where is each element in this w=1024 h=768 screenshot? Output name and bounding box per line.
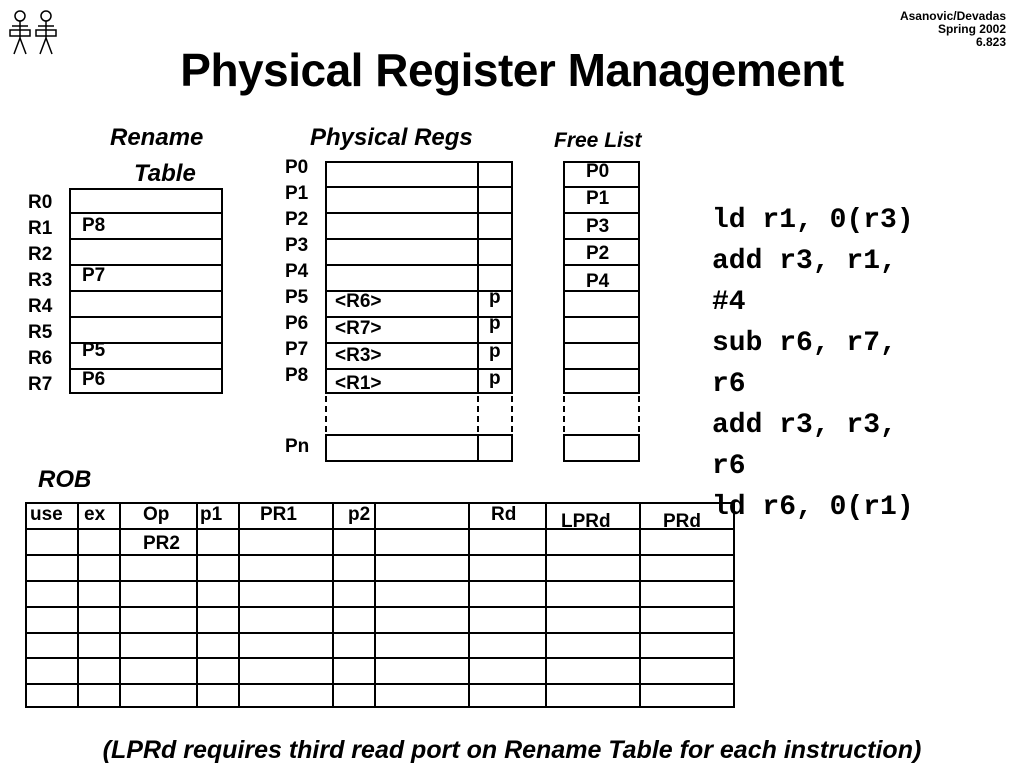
physical-regs-divider	[325, 368, 513, 370]
rename-table-entry: P8	[82, 215, 106, 236]
physical-regs-title: Physical Regs	[310, 124, 473, 151]
rob-row-divider	[25, 657, 735, 659]
physical-regs-ellipsis-line	[325, 396, 327, 432]
phys-reg-label: P2	[285, 209, 309, 230]
physical-regs-divider	[325, 238, 513, 240]
rob-header-prd: PRd	[663, 511, 701, 532]
free-list-divider	[563, 342, 640, 344]
rob-title: ROB	[38, 466, 92, 493]
free-list-entry: P3	[586, 216, 610, 237]
phys-reg-label: P0	[285, 157, 309, 178]
phys-reg-label-last: Pn	[285, 436, 310, 457]
phys-reg-label: P1	[285, 183, 309, 204]
rename-table-divider	[69, 316, 223, 318]
phys-reg-label: P4	[285, 261, 309, 282]
code-line: r6	[712, 369, 746, 400]
rob-header-p1: p1	[200, 504, 223, 525]
phys-reg-present-flag: p	[489, 313, 501, 334]
rob-row-divider	[25, 683, 735, 685]
rename-table-title-line2: Table	[134, 160, 196, 187]
credit-line-term: Spring 2002	[937, 22, 1006, 36]
rename-table-divider	[69, 212, 223, 214]
phys-reg-label: P3	[285, 235, 309, 256]
rob-col-divider	[639, 502, 641, 708]
phys-reg-value: <R3>	[335, 345, 382, 366]
arch-reg-label: R2	[28, 244, 53, 265]
slide-title: Physical Register Management	[180, 44, 844, 96]
arch-reg-label: R3	[28, 270, 53, 291]
phys-reg-label: P7	[285, 339, 309, 360]
phys-reg-value: <R1>	[335, 373, 382, 394]
rob-col-divider	[77, 502, 79, 708]
rob-header-pr2: PR2	[143, 533, 180, 554]
rename-table-entry: P6	[82, 369, 106, 390]
free-list-divider	[563, 316, 640, 318]
rob-header-ex: ex	[84, 504, 106, 525]
rob-col-divider	[238, 502, 240, 708]
code-line: ld r6, 0(r1)	[712, 492, 914, 523]
rob-row-divider	[25, 554, 735, 556]
rob-header-pr1: PR1	[260, 504, 297, 525]
rob-col-divider	[545, 502, 547, 708]
rob-col-divider	[196, 502, 198, 708]
phys-reg-present-flag: p	[489, 287, 501, 308]
physical-regs-column-divider	[477, 434, 479, 462]
credit-line-authors: Asanovic/Devadas	[899, 9, 1006, 23]
physical-regs-divider	[325, 212, 513, 214]
code-line: ld r1, 0(r3)	[712, 205, 914, 236]
physical-regs-ellipsis-line	[477, 396, 479, 432]
code-line: add r3, r1,	[712, 246, 897, 277]
phys-reg-present-flag: p	[489, 368, 501, 389]
rob-frame	[25, 502, 735, 708]
free-list-ellipsis-line	[638, 396, 640, 432]
free-list-entry: P4	[586, 271, 610, 292]
rob-row-divider	[25, 580, 735, 582]
phys-reg-label: P5	[285, 287, 309, 308]
credit-line-course: 6.823	[975, 35, 1006, 49]
free-list-entry: P2	[586, 243, 610, 264]
code-line: #4	[712, 287, 746, 318]
rob-row-divider	[25, 528, 735, 530]
arch-reg-label: R6	[28, 348, 53, 369]
free-list-divider	[563, 212, 640, 214]
free-list-entry: P0	[586, 161, 610, 182]
rob-header-lprd: LPRd	[561, 511, 611, 532]
footnote: (LPRd requires third read port on Rename Table for each instruction)	[102, 736, 922, 764]
rob-col-divider	[374, 502, 376, 708]
rob-row-divider	[25, 632, 735, 634]
rob-row-divider	[25, 606, 735, 608]
instruction-sequence	[712, 200, 914, 528]
rename-table-entry: P7	[82, 265, 106, 286]
free-list-ellipsis-line	[563, 396, 565, 432]
physical-regs-divider	[325, 342, 513, 344]
phys-reg-value: <R6>	[335, 291, 382, 312]
code-line: add r3, r3,	[712, 410, 897, 441]
phys-reg-label: P8	[285, 365, 309, 386]
phys-reg-label: P6	[285, 313, 309, 334]
physical-regs-ellipsis-line	[511, 396, 513, 432]
rob-header-p2: p2	[348, 504, 371, 525]
free-list-divider	[563, 368, 640, 370]
arch-reg-label: R5	[28, 322, 53, 343]
rob-header-rd: Rd	[491, 504, 517, 525]
free-list-last-row	[563, 434, 640, 462]
rob-col-divider	[468, 502, 470, 708]
physical-regs-divider	[325, 186, 513, 188]
physical-regs-last-row	[325, 434, 513, 462]
code-line: sub r6, r7,	[712, 328, 897, 359]
arch-reg-label: R0	[28, 192, 53, 213]
rename-table-title-line1: Rename	[110, 124, 204, 151]
rob-header-op: Op	[143, 504, 170, 525]
rob-col-divider	[119, 502, 121, 708]
phys-reg-present-flag: p	[489, 341, 501, 362]
rename-table-divider	[69, 238, 223, 240]
rename-table-divider	[69, 290, 223, 292]
arch-reg-label: R1	[28, 218, 53, 239]
physical-regs-column-divider	[477, 161, 479, 394]
rob-header-use: use	[30, 504, 63, 525]
rob-col-divider	[332, 502, 334, 708]
physical-regs-divider	[325, 264, 513, 266]
free-list-divider	[563, 238, 640, 240]
free-list-title: Free List	[554, 129, 642, 152]
free-list-entry: P1	[586, 188, 610, 209]
code-line: r6	[712, 451, 746, 482]
arch-reg-label: R7	[28, 374, 53, 395]
phys-reg-value: <R7>	[335, 318, 382, 339]
arch-reg-label: R4	[28, 296, 53, 317]
rename-table-entry: P5	[82, 340, 106, 361]
